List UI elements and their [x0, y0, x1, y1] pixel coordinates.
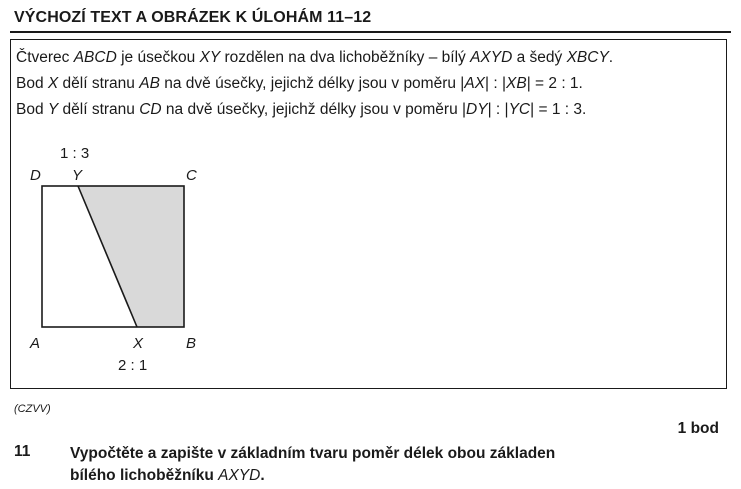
text-italic: XY — [199, 49, 221, 66]
task-text — [70, 443, 555, 487]
text-run: na dvě úsečky, jejichž délky jsou v poměru | — [159, 75, 465, 92]
text-run: | : | — [485, 75, 507, 92]
text-run: . — [260, 467, 265, 484]
ratio-bottom-label: 2 : 1 — [118, 357, 148, 374]
vertex-label-d: D — [30, 167, 41, 184]
text-run: bílého lichoběžníku — [70, 467, 219, 484]
text-run: Čtverec — [16, 49, 74, 66]
text-italic: AB — [139, 75, 160, 92]
ratio-top-label: 1 : 3 — [60, 145, 90, 162]
text-run: a šedý — [512, 49, 567, 66]
text-italic: XBCY — [566, 49, 609, 66]
text-run: . — [608, 49, 614, 66]
text-run: | = 2 : 1. — [526, 75, 583, 92]
text-italic: ABCD — [73, 49, 117, 66]
point-label-x: X — [133, 335, 144, 352]
text-italic: YC — [508, 101, 531, 118]
task-line-1: Vypočtěte a zapište v základním tvaru poměr délek obou základen — [70, 445, 556, 462]
text-italic: XB — [506, 75, 527, 92]
vertex-label-b: B — [186, 335, 197, 352]
vertex-label-a: A — [30, 335, 41, 352]
text-run: | = 1 : 3. — [530, 101, 587, 118]
points-label: 1 bod — [677, 420, 719, 437]
text-run: dělí stranu — [58, 101, 140, 118]
task-line-2 — [70, 465, 555, 487]
source-credit: (CZVV) — [14, 403, 51, 415]
point-label-y: Y — [72, 167, 83, 184]
text-italic: X — [47, 75, 59, 92]
text-run: Bod — [16, 75, 48, 92]
text-italic: AXYD — [470, 49, 513, 66]
vertex-label-c: C — [186, 167, 197, 184]
text-run: na dvě úsečky, jejichž délky jsou v poměru | — [161, 101, 467, 118]
text-italic: DY — [466, 101, 488, 118]
gray-trapezoid-xbcy — [78, 186, 184, 327]
text-italic: Y — [47, 101, 59, 118]
text-italic: AX — [464, 75, 486, 92]
text-run: dělí stranu — [58, 75, 140, 92]
text-run: | : | — [487, 101, 509, 118]
text-run: je úsečkou — [116, 49, 200, 66]
section-title: VÝCHOZÍ TEXT A OBRÁZEK K ÚLOHÁM 11–12 — [14, 9, 372, 26]
text-run: rozdělen na dva lichoběžníky – bílý — [220, 49, 471, 66]
task-number: 11 — [14, 443, 31, 460]
text-run: Bod — [16, 101, 48, 118]
text-italic: AXYD — [218, 467, 261, 484]
text-italic: CD — [139, 101, 162, 118]
